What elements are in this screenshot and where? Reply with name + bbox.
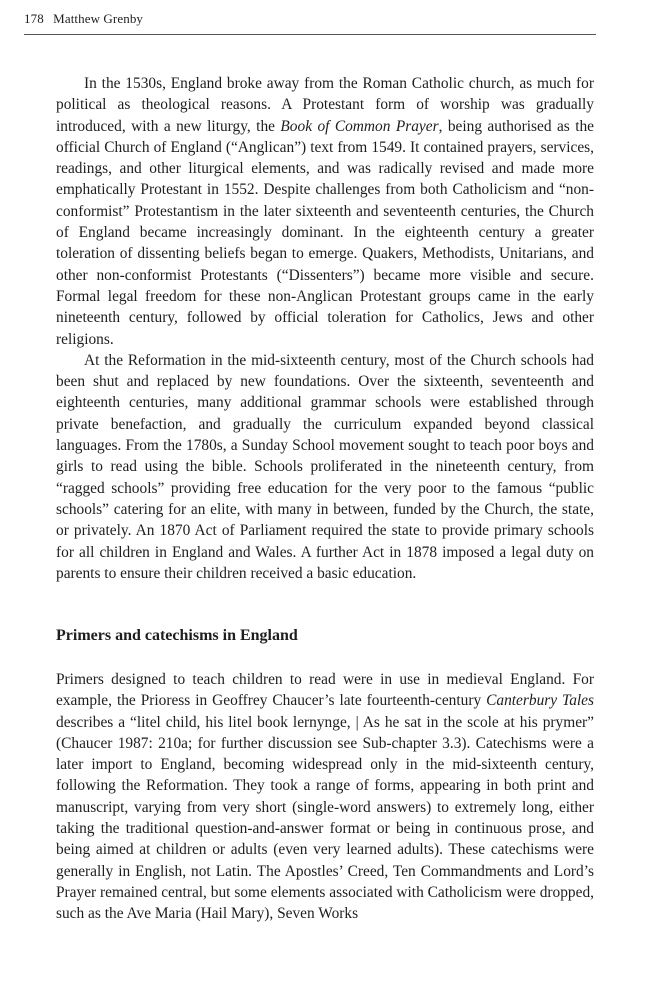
header-rule — [24, 34, 596, 35]
paragraph-schools: At the Reformation in the mid-sixteenth century, most of the Church schools had been shut and replaced by new foundations. Over the sixteenth, seventeenth and eighteenth centuries, many additional grammar schools were established through private benefaction, and gradually the curriculum expanded beyond classical languages. From the 1780s, a Sunday School movement sought to teach poor boys and girls to read using the bible. Schools proliferated in the nineteenth century, from “ragged schools” providing free education for the very poor to the famous “public schools” catering for an elite, with many in between, funded by the Church, the state, or privately. An 1870 Act of Parliament required the state to provide primary schools for all children in England and Wales. A further Act in 1878 imposed a legal duty on parents to ensure their children received a basic education. — [56, 351, 594, 582]
paragraph-text: describes a “litel child, his litel book lernynge, | As he sat in the scole at his prymer” (Chaucer 1987: 210a; for further discussion see Sub-chapter 3.3). Catechisms were a later import to England, becoming widespread only in the mid-sixteenth century, following the Reformation. They took a range of forms, appearing in both print and manuscript, varying from very short (single-word answers) to extremely long, either taking the traditional question-and-answer format or being in continuous prose, and being aimed at children or adults (even very learned adults). These catechisms were generally in English, not Latin. The Apostles’ Creed, Ten Commandments and Lord’s Prayer remained central, but some elements associated with Catholicism were dropped, such as the Ave Maria (Hail Mary), Seven Works — [56, 713, 594, 923]
section-heading: Primers and catechisms in England — [56, 627, 298, 644]
paragraph-text: In the 1530s, England broke away from the Roman Catholic church, as much for political as theological reasons. A Protestant form of worship was gradually introduced, with a new liturgy, the — [56, 75, 594, 135]
page-number: 178 — [24, 11, 44, 26]
running-head-author: Matthew Grenby — [53, 11, 144, 26]
running-header — [24, 11, 143, 27]
paragraph-primers — [56, 669, 594, 925]
paragraph-reformation — [56, 73, 594, 350]
body-section-primers — [56, 669, 594, 925]
book-title: Canterbury Tales — [486, 692, 594, 710]
book-title: Book of Common Prayer — [280, 117, 439, 135]
body-section-history — [56, 73, 594, 584]
paragraph-text: Primers designed to teach children to read were in use in medieval England. For example, the Prioress in Geoffrey Chaucer’s late fourteenth-century — [56, 671, 594, 710]
paragraph-text: , being authorised as the official Church of England (“Anglican”) text from 1549. It contained prayers, services, readings, and other liturgical elements, and was radically revised and made more emphatically Protestant in 1552. Despite challenges from both Catholicism and “non-conformist” Protestantism in the later sixteenth and seventeenth centuries, the Church of England became increasingly dominant. In the eighteenth century a greater toleration of dissenting beliefs began to emerge. Quakers, Methodists, Unitarians, and other non-conformist Protestants (“Dissenters”) became more visible and secure. Formal legal freedom for these non-Anglican Protestant groups came in the early nineteenth century, followed by official toleration for Catholics, Jews and other religions. — [56, 117, 594, 348]
